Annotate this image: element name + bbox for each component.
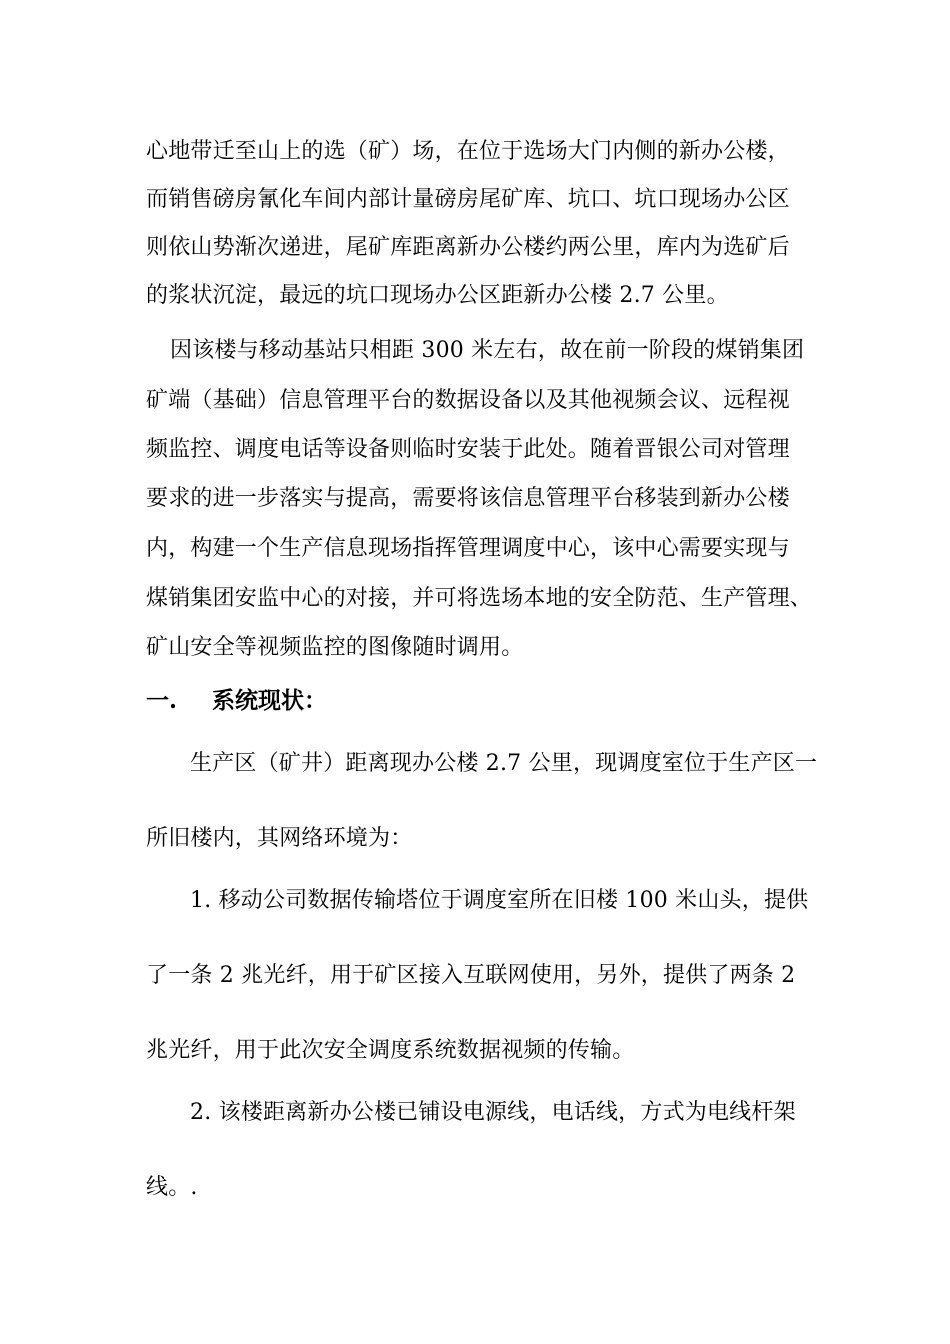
section-number: 一. [146,687,178,714]
paragraph-1-line-4: 的浆状沉淀，最远的坑口现场办公区距新办公楼 2.7 公里。 [146,283,729,308]
item-2-line-2: 线。. [146,1175,198,1200]
paragraph-2-line-3: 频监控、调度电话等设备则临时安装于此处。随着晋银公司对管理 [146,437,790,462]
paragraph-2-line-1: 因该楼与移动基站只相距 300 米左右，故在前一阶段的煤销集团 [170,338,805,363]
item-1-line-1: 1. 移动公司数据传输塔位于调度室所在旧楼 100 米山头，提供 [190,888,809,913]
paragraph-2-line-4: 要求的进一步落实与提高，需要将该信息管理平台移装到新办公楼 [146,486,790,511]
paragraph-2-line-5: 内，构建一个生产信息现场指挥管理调度中心，该中心需要实现与 [146,536,790,561]
paragraph-1-line-3: 则依山势渐次递进，尾矿库距离新办公楼约两公里，库内为选矿后 [146,235,790,260]
paragraph-1-line-1: 心地带迁至山上的选（矿）场，在位于选场大门内侧的新办公楼， [146,139,790,164]
section-title: 系统现状： [212,687,327,714]
paragraph-2-line-6: 煤销集团安监中心的对接，并可将选场本地的安全防范、生产管理、 [146,586,813,611]
item-1-line-3: 兆光纤，用于此次安全调度系统数据视频的传输。 [146,1038,635,1063]
paragraph-3-line-2: 所旧楼内，其网络环境为： [146,826,413,851]
item-2-line-1: 2. 该楼距离新办公楼已铺设电源线，电话线，方式为电线杆架 [190,1100,796,1125]
paragraph-3-line-1: 生产区（矿井）距离现办公楼 2.7 公里，现调度室位于生产区一 [190,751,818,776]
paragraph-2-line-7: 矿山安全等视频监控的图像随时调用。 [146,635,524,660]
item-1-line-2: 了一条 2 兆光纤，用于矿区接入互联网使用，另外，提供了两条 2 [146,963,796,988]
paragraph-1-line-2: 而销售磅房氰化车间内部计量磅房尾矿库、坑口、坑口现场办公区 [146,187,790,212]
section-heading [146,687,327,715]
paragraph-2-line-2: 矿端（基础）信息管理平台的数据设备以及其他视频会议、远程视 [146,388,790,413]
